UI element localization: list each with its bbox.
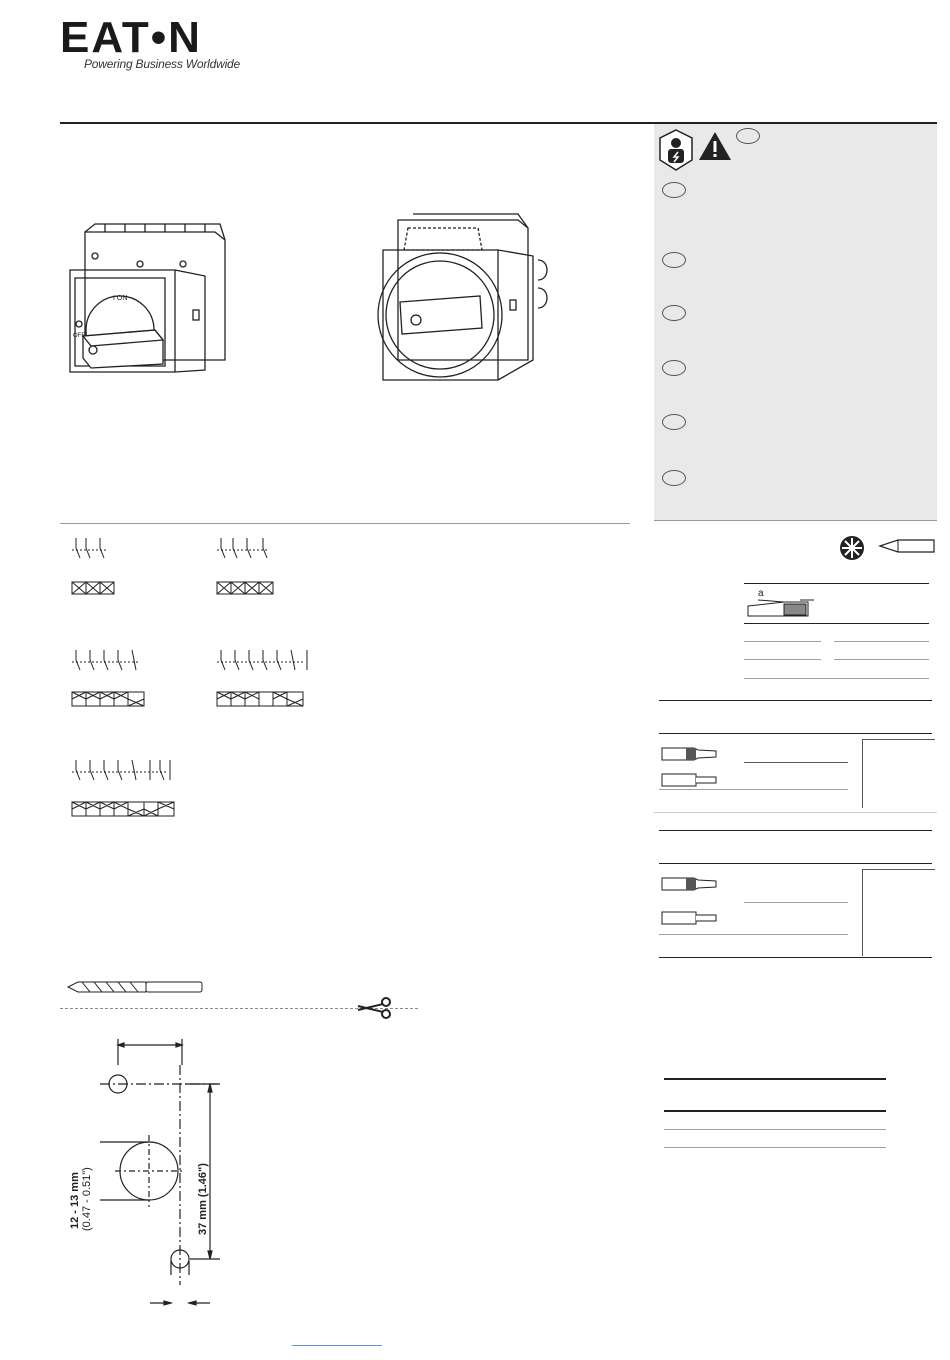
- wire-strip-diagram: [744, 586, 834, 620]
- on-label: I ON: [113, 295, 128, 302]
- table-row-line: [659, 934, 848, 935]
- switch-illustration-left: [65, 220, 230, 380]
- table-rule: [659, 830, 932, 831]
- table-rule: [744, 623, 929, 624]
- table-row-line: [744, 678, 929, 679]
- spacing-label: 37 mm (1.46"): [197, 1163, 209, 1235]
- table-cell: [862, 739, 935, 808]
- footer-link[interactable]: [292, 1345, 382, 1346]
- stripped-wire-icon: [660, 906, 720, 928]
- hole-height-label: 12 - 13 mm: [69, 1172, 81, 1229]
- table-rule: [664, 1110, 886, 1112]
- table-rule: [659, 957, 932, 958]
- language-circle: [662, 182, 686, 198]
- contact-diagram-3pole: [70, 538, 130, 598]
- language-circle: [662, 252, 686, 268]
- language-circle: [662, 305, 686, 321]
- scissors-icon: [356, 996, 396, 1020]
- language-circle: [662, 360, 686, 376]
- contact-diagram-4pole: [215, 538, 290, 598]
- table-rule: [659, 700, 932, 701]
- table-row-line: [654, 812, 937, 813]
- hole-height-inch-label: (0.47 - 0.51"): [81, 1167, 93, 1231]
- table-rule: [744, 583, 929, 584]
- drill-bit-icon: [66, 978, 206, 996]
- table-row-line: [744, 762, 848, 763]
- contact-diagram-5pole: [70, 650, 150, 710]
- flat-screwdriver-icon: [878, 536, 938, 556]
- language-circle: [736, 128, 760, 144]
- table-row-line: [659, 789, 848, 790]
- language-circle: [662, 470, 686, 486]
- table-row-line: [834, 659, 929, 660]
- table-rule: [659, 863, 932, 864]
- table-rule: [659, 733, 932, 734]
- table-row-line: [744, 641, 821, 642]
- ferrule-icon: [660, 872, 720, 894]
- section-divider: [654, 520, 937, 521]
- table-row-line: [744, 902, 848, 903]
- warning-triangle-icon: [698, 131, 734, 163]
- contact-diagram-6pole: [215, 650, 315, 710]
- off-label: OFF: [73, 333, 85, 339]
- safety-panel: [654, 124, 937, 520]
- language-circle: [662, 414, 686, 430]
- drilling-template: [60, 1035, 230, 1310]
- section-divider: [60, 523, 630, 524]
- brand-tagline: Powering Business Worldwide: [84, 57, 241, 71]
- table-row-line: [834, 641, 929, 642]
- stripped-wire-icon: [660, 768, 720, 790]
- table-row-line: [664, 1129, 886, 1130]
- switch-illustration-right: [378, 210, 568, 390]
- table-rule: [664, 1078, 886, 1080]
- table-cell: [862, 869, 935, 956]
- dimension-a-label: a: [758, 588, 764, 599]
- contact-diagram-7pole: [70, 760, 180, 820]
- table-row-line: [744, 659, 821, 660]
- table-row-line: [664, 1147, 886, 1148]
- ferrule-icon: [660, 742, 720, 764]
- eaton-logo: EAT•N: [60, 13, 202, 62]
